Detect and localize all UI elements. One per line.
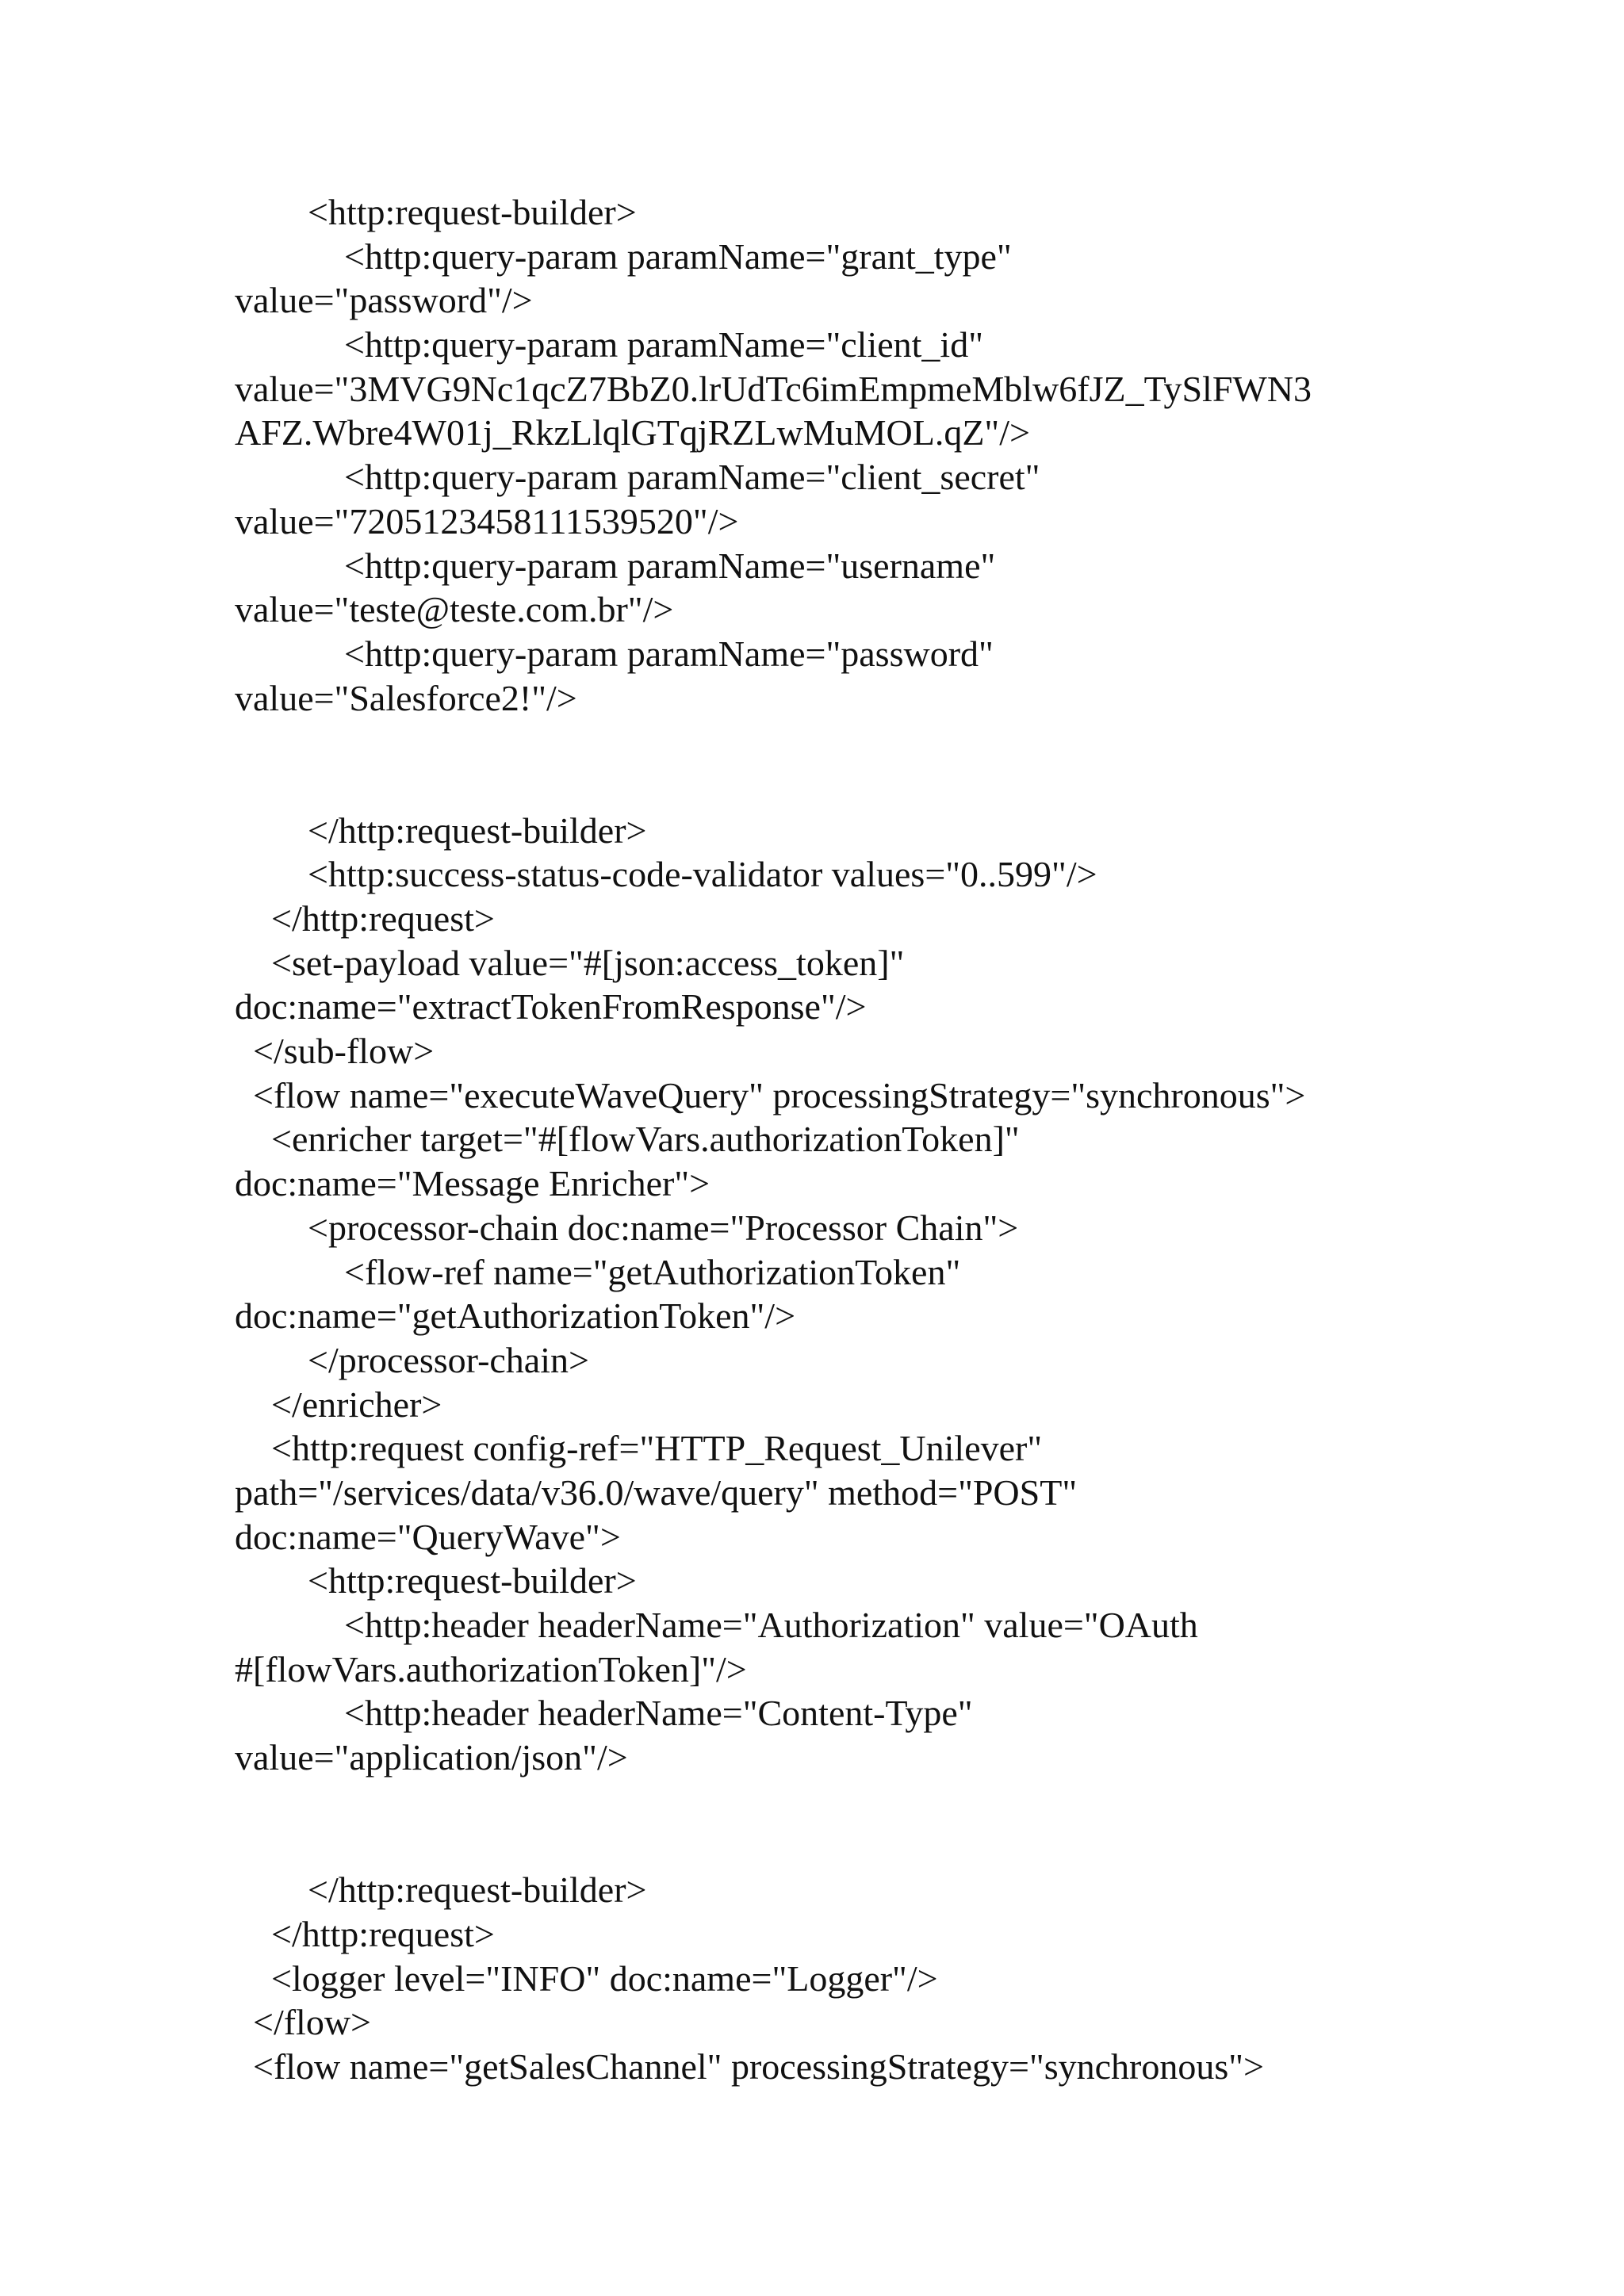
code-line: value="Salesforce2!"/> [235, 677, 577, 718]
code-line: </flow> [235, 2002, 371, 2043]
code-line: <http:query-param paramName="client_secret" [235, 457, 1040, 498]
code-line: doc:name="Message Enricher"> [235, 1163, 710, 1204]
code-line: doc:name="QueryWave"> [235, 1516, 621, 1557]
code-line: path="/services/data/v36.0/wave/query" method="POST" [235, 1471, 1078, 1513]
code-line: <http:request-builder> [235, 192, 637, 232]
code-line: <flow-ref name="getAuthorizationToken" [235, 1251, 961, 1292]
code-line: </processor-chain> [235, 1339, 589, 1380]
code-line: <http:success-status-code-validator values="0..599"/> [235, 854, 1097, 895]
code-line: <http:query-param paramName="password" [235, 633, 994, 674]
code-line: value="password"/> [235, 280, 533, 321]
code-line: <processor-chain doc:name="Processor Chain"> [235, 1207, 1019, 1248]
code-line: value="7205123458111539520"/> [235, 500, 739, 541]
code-line: <http:request-builder> [235, 1560, 637, 1601]
code-line: <logger level="INFO" doc:name="Logger"/> [235, 1957, 938, 1999]
code-line: <http:header headerName="Content-Type" [235, 1693, 973, 1734]
code-line: <http:query-param paramName="username" [235, 545, 996, 586]
code-line: </http:request-builder> [235, 809, 647, 851]
code-line [235, 764, 1472, 809]
code-line: doc:name="extractTokenFromResponse"/> [235, 986, 867, 1027]
code-line: AFZ.Wbre4W01j_RkzLlqlGTqjRZLwMuMOL.qZ"/> [235, 412, 1030, 453]
code-line: #[flowVars.authorizationToken]"/> [235, 1648, 747, 1689]
code-line: </http:request> [235, 1913, 495, 1954]
code-line: </sub-flow> [235, 1031, 435, 1072]
code-line: <enricher target="#[flowVars.authorizationToken]" [235, 1119, 1020, 1160]
code-line: value="application/json"/> [235, 1737, 628, 1778]
code-line: value="teste@teste.com.br"/> [235, 589, 674, 630]
code-line: <flow name="getSalesChannel" processingStrategy="synchronous"> [235, 2045, 1264, 2087]
code-line [235, 1823, 1472, 1868]
code-line: <http:request config-ref="HTTP_Request_Unilever" [235, 1428, 1043, 1469]
code-line: <flow name="executeWaveQuery" processingStrategy="synchronous"> [235, 1074, 1306, 1115]
code-line: value="3MVG9Nc1qcZ7BbZ0.lrUdTc6imEmpmeMblw6fJZ_TySlFWN3 [235, 368, 1312, 409]
code-line: <set-payload value="#[json:access_token]" [235, 942, 905, 983]
xml-code-block [235, 190, 1472, 2089]
code-line: <http:query-param paramName="client_id" [235, 324, 983, 365]
code-line: </http:request-builder> [235, 1869, 647, 1911]
code-line: </http:request> [235, 898, 495, 939]
code-line [235, 1780, 1472, 1824]
code-line: </enricher> [235, 1383, 442, 1425]
code-line [235, 720, 1472, 764]
code-line: <http:header headerName="Authorization" value="OAuth [235, 1605, 1198, 1645]
code-line: doc:name="getAuthorizationToken"/> [235, 1295, 796, 1337]
code-line: <http:query-param paramName="grant_type" [235, 235, 1012, 277]
